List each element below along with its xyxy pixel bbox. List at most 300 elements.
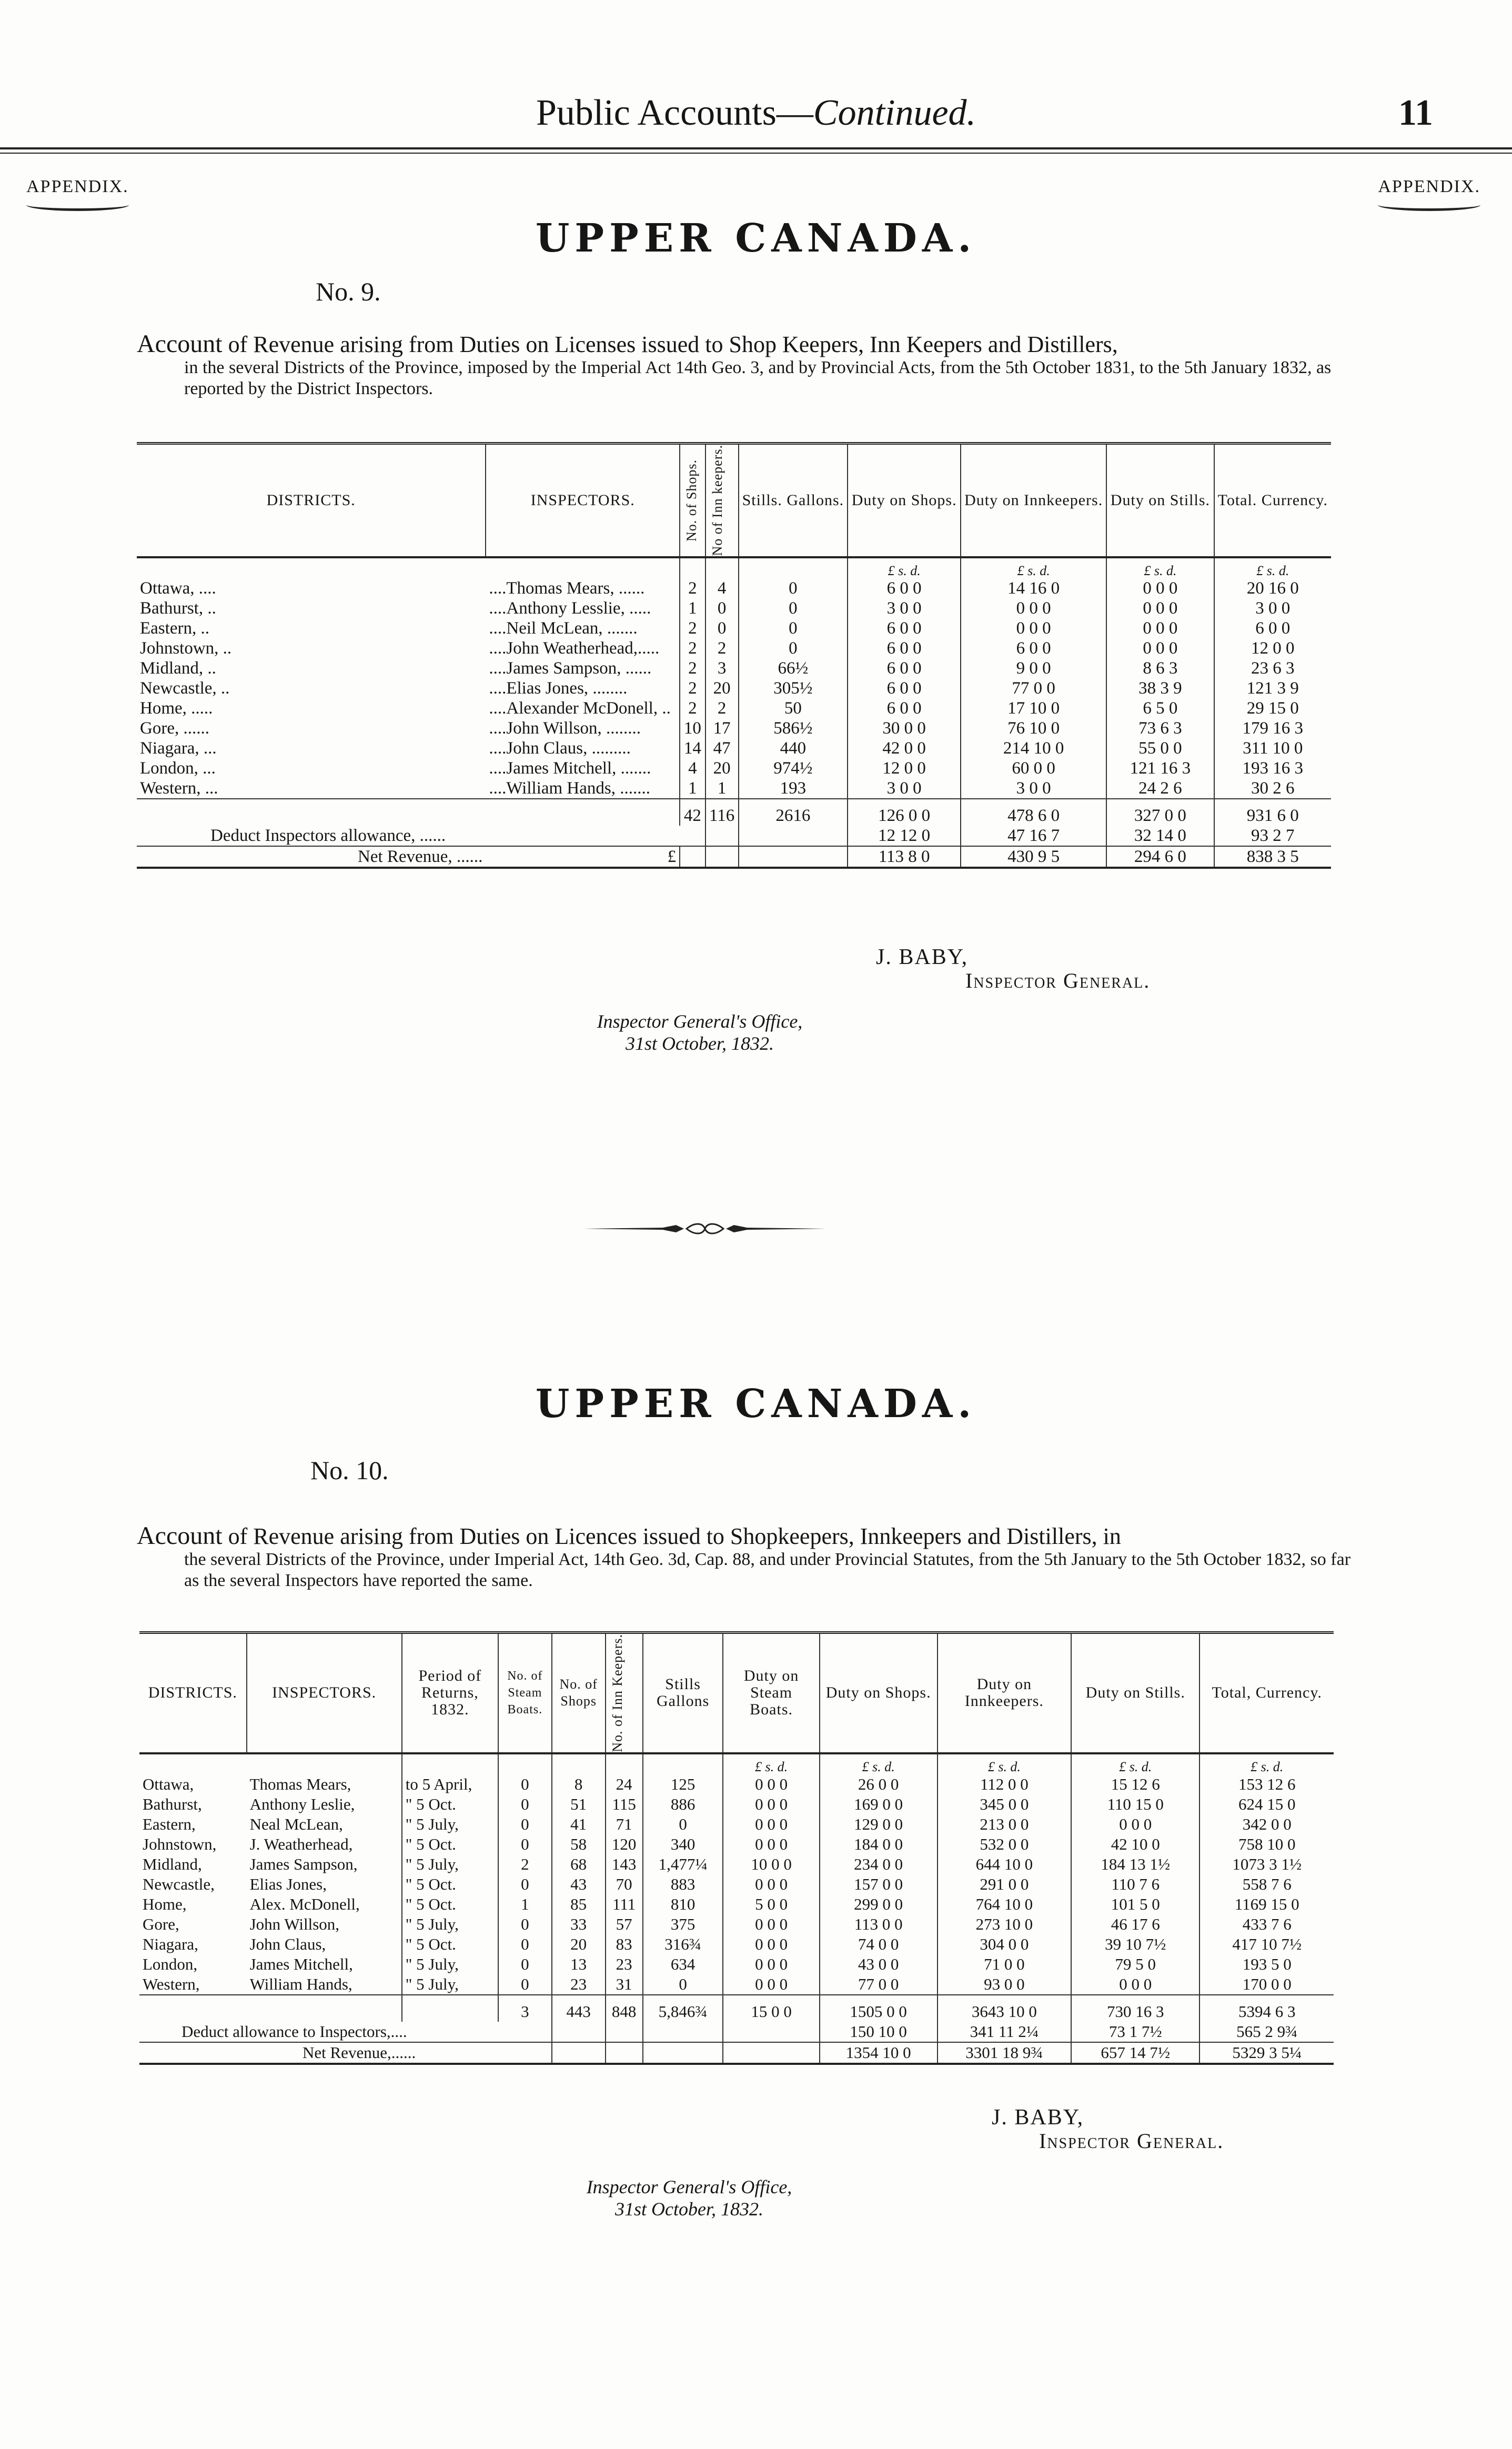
cell-inn: 47	[705, 738, 739, 758]
totals-row	[139, 1995, 1334, 2022]
cell-d_shops: 30 0 0	[848, 718, 961, 738]
col-districts: DISTRICTS.	[137, 444, 486, 557]
cell-d_stills: 184 13 1½	[1071, 1854, 1199, 1874]
table-row	[137, 718, 1331, 738]
cell-d_stills: 6 5 0	[1106, 698, 1214, 718]
header-rule	[0, 147, 1512, 149]
cell-d_stills: 24 2 6	[1106, 778, 1214, 799]
cell-d_stills: 55 0 0	[1106, 738, 1214, 758]
cell-stills: 0	[739, 638, 848, 658]
cell-stills: 340	[643, 1834, 723, 1854]
cell-inspector: ....James Mitchell, .......	[489, 758, 651, 778]
cell-d_inn: 291 0 0	[938, 1874, 1071, 1894]
cell-stills: 586½	[739, 718, 848, 738]
cell-district: Home,	[143, 1894, 187, 1913]
cell-inspector: Thomas Mears,	[249, 1774, 351, 1793]
cell-shops: 14	[680, 738, 705, 758]
table-row	[139, 1894, 1334, 1914]
col-total: Total, Currency.	[1199, 1633, 1334, 1753]
col-innkeepers: No of Inn keepers.	[705, 444, 739, 557]
total-d_shops: 1505 0 0	[820, 1995, 938, 2022]
cell-stills: 50	[739, 698, 848, 718]
table-row	[137, 778, 1331, 799]
net-d_inn: 3301 18 9¾	[938, 2042, 1071, 2064]
cell-steam: 1	[498, 1894, 552, 1914]
cell-stills: 316¾	[643, 1934, 723, 1954]
net-row	[139, 2042, 1334, 2064]
cell-steam: 2	[498, 1854, 552, 1874]
col-duty-shops: Duty on Shops.	[820, 1633, 938, 1753]
cell-d_inn: 6 0 0	[961, 638, 1106, 658]
cell-inn: 0	[705, 618, 739, 638]
col-shops: No. of Shops	[552, 1633, 606, 1753]
deduct-d_inn: 341 11 2¼	[938, 2022, 1071, 2042]
cell-shops: 1	[680, 598, 705, 618]
cell-d_stills: 0 0 0	[1106, 578, 1214, 598]
cell-inspector: ....John Willson, ........	[489, 718, 641, 738]
cell-stills: 193	[739, 778, 848, 799]
cell-inspector: John Willson,	[249, 1914, 340, 1933]
col-innkeepers: No. of Inn Keepers.	[606, 1633, 643, 1753]
cell-inn: 120	[606, 1834, 643, 1854]
cell-shops: 33	[552, 1914, 606, 1934]
col-duty-stills: Duty on Stills.	[1106, 444, 1214, 557]
cell-d_inn: 764 10 0	[938, 1894, 1071, 1914]
cell-period: " 5 July,	[402, 1914, 498, 1934]
intro-small: the several Districts of the Province, under Imperial Act, 14th Geo. 3d, Cap. 88, and under Provincial Statutes, from the 5th January to the 5th October 1832, so far as the several Inspectors have reported the same.	[184, 1550, 1351, 1590]
cell-shops: 13	[552, 1954, 606, 1974]
total-shops: 443	[552, 1995, 606, 2022]
cell-shops: 4	[680, 758, 705, 778]
cell-period: " 5 Oct.	[402, 1894, 498, 1914]
cell-district: Ottawa,	[143, 1774, 194, 1793]
cell-period: " 5 Oct.	[402, 1794, 498, 1814]
cell-d_inn: 77 0 0	[961, 678, 1106, 698]
intro-text: of Revenue arising from Duties on Licences issued to Shopkeepers, Innkeepers and Distillers, in	[222, 1523, 1121, 1549]
section-intro	[137, 332, 1357, 399]
cell-d_inn: 14 16 0	[961, 578, 1106, 598]
cell-steam: 0	[498, 1914, 552, 1934]
cell-d_inn: 345 0 0	[938, 1794, 1071, 1814]
col-steam-boats: No. of Steam Boats.	[498, 1633, 552, 1753]
col-period: Period of Returns, 1832.	[402, 1633, 498, 1753]
cell-d_steam: 0 0 0	[723, 1834, 819, 1854]
cell-d_steam: 0 0 0	[723, 1814, 819, 1834]
cell-district: Niagara,	[143, 1934, 198, 1953]
cell-d_inn: 214 10 0	[961, 738, 1106, 758]
section-intro	[137, 1523, 1363, 1591]
cell-d_shops: 184 0 0	[820, 1834, 938, 1854]
cell-stills: 0	[739, 578, 848, 598]
total-d_stills: 730 16 3	[1071, 1995, 1199, 2022]
cell-d_shops: 3 0 0	[848, 778, 961, 799]
cell-stills: 305½	[739, 678, 848, 698]
cell-total: 193 5 0	[1199, 1954, 1334, 1974]
cell-d_stills: 39 10 7½	[1071, 1934, 1199, 1954]
cell-total: 121 3 9	[1214, 678, 1331, 698]
cell-total: 342 0 0	[1199, 1814, 1334, 1834]
cell-shops: 41	[552, 1814, 606, 1834]
cell-stills: 974½	[739, 758, 848, 778]
cell-district: Bathurst,	[143, 1794, 202, 1813]
intro-lead: Account	[137, 1522, 223, 1550]
cell-district: Johnstown,	[143, 1834, 217, 1853]
col-total: Total. Currency.	[1214, 444, 1331, 557]
cell-inspector: Alex. McDonell,	[249, 1894, 360, 1913]
cell-inspector: ....John Weatherhead,.....	[489, 638, 660, 658]
cell-inn: 143	[606, 1854, 643, 1874]
cell-total: 153 12 6	[1199, 1774, 1334, 1794]
cell-steam: 0	[498, 1814, 552, 1834]
cell-d_steam: 0 0 0	[723, 1934, 819, 1954]
cell-total: 417 10 7½	[1199, 1934, 1334, 1954]
cell-district: Bathurst, ..	[140, 598, 216, 618]
cell-inn: 2	[705, 638, 739, 658]
deduct-d_stills: 73 1 7½	[1071, 2022, 1199, 2042]
cell-inspector: ....Thomas Mears, ......	[489, 578, 645, 598]
cell-stills: 125	[643, 1774, 723, 1794]
cell-stills: 1,477¼	[643, 1854, 723, 1874]
cell-inn: 31	[606, 1974, 643, 1995]
cell-d_inn: 3 0 0	[961, 778, 1106, 799]
deduct-total: 565 2 9¾	[1199, 2022, 1334, 2042]
cell-period: " 5 July,	[402, 1814, 498, 1834]
col-duty-innkeepers: Duty on Innkeepers.	[938, 1633, 1071, 1753]
cell-inspector: James Sampson,	[249, 1854, 358, 1873]
cell-d_shops: 77 0 0	[820, 1974, 938, 1995]
cell-d_stills: 0 0 0	[1106, 598, 1214, 618]
cell-d_inn: 60 0 0	[961, 758, 1106, 778]
cell-d_stills: 0 0 0	[1071, 1974, 1199, 1995]
total-steam: 3	[498, 1995, 552, 2022]
table-row	[139, 1794, 1334, 1814]
deduct-label: Deduct Inspectors allowance, ......	[210, 826, 446, 845]
cell-d_stills: 110 7 6	[1071, 1874, 1199, 1894]
office-note: Inspector General's Office, 31st October, 1832.	[586, 2176, 792, 2220]
cell-inspector: ....Neil McLean, .......	[489, 618, 638, 638]
cell-inspector: ....Alexander McDonell, ..	[489, 698, 671, 718]
cell-shops: 51	[552, 1794, 606, 1814]
cell-shops: 2	[680, 698, 705, 718]
cell-d_shops: 6 0 0	[848, 638, 961, 658]
header-rule-thin	[0, 153, 1512, 154]
cell-period: " 5 July,	[402, 1954, 498, 1974]
cell-d_stills: 8 6 3	[1106, 658, 1214, 678]
cell-d_stills: 0 0 0	[1106, 618, 1214, 638]
cell-period: " 5 Oct.	[402, 1834, 498, 1854]
section-number: No. 9.	[316, 277, 381, 306]
col-stills: Stills. Gallons.	[739, 444, 848, 557]
cell-period: " 5 Oct.	[402, 1874, 498, 1894]
cell-d_steam: 0 0 0	[723, 1794, 819, 1814]
table-row	[139, 1774, 1334, 1794]
col-duty-stills: Duty on Stills.	[1071, 1633, 1199, 1753]
cell-stills: 0	[643, 1814, 723, 1834]
appendix-left: APPENDIX.	[26, 177, 129, 211]
cell-stills: 634	[643, 1954, 723, 1974]
cell-total: 6 0 0	[1214, 618, 1331, 638]
cell-d_shops: 299 0 0	[820, 1894, 938, 1914]
cell-stills: 810	[643, 1894, 723, 1914]
cell-period: " 5 Oct.	[402, 1934, 498, 1954]
table-row	[139, 1934, 1334, 1954]
cell-d_stills: 15 12 6	[1071, 1774, 1199, 1794]
cell-inspector: J. Weatherhead,	[249, 1834, 353, 1853]
cell-district: Newcastle,	[143, 1874, 215, 1893]
cell-district: Midland, ..	[140, 658, 216, 678]
cell-d_shops: 157 0 0	[820, 1874, 938, 1894]
cell-inn: 20	[705, 758, 739, 778]
table-row	[139, 1814, 1334, 1834]
cell-steam: 0	[498, 1974, 552, 1995]
office-note: Inspector General's Office, 31st October, 1832.	[597, 1011, 803, 1054]
net-d_shops: 113 8 0	[848, 846, 961, 868]
net-currency: £	[486, 846, 680, 868]
cell-d_shops: 6 0 0	[848, 698, 961, 718]
deduct-row	[137, 826, 1331, 846]
cell-district: London,	[143, 1954, 198, 1973]
total-shops: 42	[680, 799, 705, 826]
net-label: Net Revenue,......	[139, 2042, 498, 2064]
cell-shops: 20	[552, 1934, 606, 1954]
total-total: 931 6 0	[1214, 799, 1331, 826]
cell-d_stills: 42 10 0	[1071, 1834, 1199, 1854]
cell-d_stills: 121 16 3	[1106, 758, 1214, 778]
cell-inn: 17	[705, 718, 739, 738]
cell-steam: 0	[498, 1934, 552, 1954]
net-d_stills: 657 14 7½	[1071, 2042, 1199, 2064]
cell-stills: 440	[739, 738, 848, 758]
table-row	[139, 1914, 1334, 1934]
cell-d_stills: 0 0 0	[1106, 638, 1214, 658]
total-d_shops: 126 0 0	[848, 799, 961, 826]
cell-shops: 23	[552, 1974, 606, 1995]
cell-d_inn: 9 0 0	[961, 658, 1106, 678]
cell-period: to 5 April,	[402, 1774, 498, 1794]
cell-shops: 43	[552, 1874, 606, 1894]
total-total: 5394 6 3	[1199, 1995, 1334, 2022]
section-heading: UPPER CANADA.	[535, 1381, 977, 1427]
net-total: 838 3 5	[1214, 846, 1331, 868]
deduct-row	[139, 2022, 1334, 2042]
deduct-d_shops: 150 10 0	[820, 2022, 938, 2042]
cell-total: 624 15 0	[1199, 1794, 1334, 1814]
cell-inn: 3	[705, 658, 739, 678]
cell-d_shops: 169 0 0	[820, 1794, 938, 1814]
cell-d_inn: 93 0 0	[938, 1974, 1071, 1995]
cell-total: 179 16 3	[1214, 718, 1331, 738]
cell-district: Western, ...	[140, 778, 218, 798]
cell-d_steam: 0 0 0	[723, 1874, 819, 1894]
cell-d_steam: 0 0 0	[723, 1914, 819, 1934]
cell-stills: 883	[643, 1874, 723, 1894]
cell-d_stills: 0 0 0	[1071, 1814, 1199, 1834]
cell-district: Eastern, ..	[140, 618, 209, 638]
cell-steam: 0	[498, 1954, 552, 1974]
cell-d_steam: 5 0 0	[723, 1894, 819, 1914]
appendix-right: APPENDIX.	[1378, 177, 1480, 211]
cell-d_shops: 129 0 0	[820, 1814, 938, 1834]
cell-d_shops: 113 0 0	[820, 1914, 938, 1934]
col-inspectors: INSPECTORS.	[247, 1633, 402, 1753]
cell-inspector: John Claus,	[249, 1934, 326, 1953]
cell-d_steam: 10 0 0	[723, 1854, 819, 1874]
table-row	[137, 698, 1331, 718]
col-stills: Stills Gallons	[643, 1633, 723, 1753]
col-districts: DISTRICTS.	[139, 1633, 247, 1753]
net-label: Net Revenue, ......	[137, 846, 486, 868]
cell-steam: 0	[498, 1834, 552, 1854]
net-d_inn: 430 9 5	[961, 846, 1106, 868]
cell-d_shops: 26 0 0	[820, 1774, 938, 1794]
cell-shops: 85	[552, 1894, 606, 1914]
cell-inspector: ....James Sampson, ......	[489, 658, 652, 678]
total-stills: 2616	[739, 799, 848, 826]
deduct-total: 93 2 7	[1214, 826, 1331, 846]
table-row	[139, 1854, 1334, 1874]
cell-total: 311 10 0	[1214, 738, 1331, 758]
signature-name: J. BABY,	[876, 945, 969, 969]
intro-text: of Revenue arising from Duties on Licenses issued to Shop Keepers, Inn Keepers and Distillers,	[222, 332, 1118, 357]
cell-inspector: Anthony Leslie,	[249, 1794, 355, 1813]
cell-d_steam: 0 0 0	[723, 1974, 819, 1995]
cell-total: 1073 3 1½	[1199, 1854, 1334, 1874]
net-row	[137, 846, 1331, 868]
cell-d_inn: 213 0 0	[938, 1814, 1071, 1834]
cell-d_stills: 73 6 3	[1106, 718, 1214, 738]
cell-d_shops: 6 0 0	[848, 658, 961, 678]
cell-shops: 68	[552, 1854, 606, 1874]
cell-d_inn: 112 0 0	[938, 1774, 1071, 1794]
totals-row	[137, 799, 1331, 826]
cell-inspector: ....William Hands, .......	[489, 778, 650, 798]
cell-inn: 2	[705, 698, 739, 718]
cell-d_inn: 532 0 0	[938, 1834, 1071, 1854]
table-row	[137, 678, 1331, 698]
cell-district: Gore, ......	[140, 718, 209, 738]
cell-period: " 5 July,	[402, 1854, 498, 1874]
cell-inn: 1	[705, 778, 739, 799]
total-d_inn: 3643 10 0	[938, 1995, 1071, 2022]
cell-d_shops: 234 0 0	[820, 1854, 938, 1874]
cell-d_inn: 304 0 0	[938, 1934, 1071, 1954]
cell-steam: 0	[498, 1774, 552, 1794]
table-row	[137, 658, 1331, 678]
cell-d_shops: 6 0 0	[848, 678, 961, 698]
cell-d_shops: 43 0 0	[820, 1954, 938, 1974]
cell-shops: 1	[680, 778, 705, 799]
cell-district: Eastern,	[143, 1814, 196, 1833]
account-table-no10	[139, 1631, 1334, 2065]
cell-total: 29 15 0	[1214, 698, 1331, 718]
running-head	[0, 92, 1512, 134]
cell-district: Johnstown, ..	[140, 638, 232, 658]
cell-inn: 115	[606, 1794, 643, 1814]
section-heading: UPPER CANADA.	[535, 216, 977, 261]
cell-total: 20 16 0	[1214, 578, 1331, 598]
cell-d_inn: 0 0 0	[961, 618, 1106, 638]
account-table-no9	[137, 442, 1331, 869]
cell-d_steam: 0 0 0	[723, 1954, 819, 1974]
table-row	[139, 1874, 1334, 1894]
cell-d_steam: 0 0 0	[723, 1774, 819, 1794]
cell-total: 1169 15 0	[1199, 1894, 1334, 1914]
cell-total: 23 6 3	[1214, 658, 1331, 678]
cell-inspector: Elias Jones,	[249, 1874, 327, 1893]
cell-stills: 886	[643, 1794, 723, 1814]
cell-shops: 2	[680, 678, 705, 698]
net-d_stills: 294 6 0	[1106, 846, 1214, 868]
signature-title: Inspector General.	[965, 969, 1151, 992]
cell-district: London, ...	[140, 758, 216, 778]
cell-d_stills: 79 5 0	[1071, 1954, 1199, 1974]
money-units-row: £ s. d. £ s. d. £ s. d. £ s. d.	[137, 557, 1331, 578]
cell-inspector: William Hands,	[249, 1974, 352, 1993]
cell-stills: 0	[739, 598, 848, 618]
deduct-label: Deduct allowance to Inspectors,....	[182, 2022, 407, 2041]
cell-total: 193 16 3	[1214, 758, 1331, 778]
cell-d_inn: 76 10 0	[961, 718, 1106, 738]
cell-district: Niagara, ...	[140, 738, 217, 758]
cell-inn: 57	[606, 1914, 643, 1934]
cell-d_inn: 273 10 0	[938, 1914, 1071, 1934]
intro-lead: Account	[137, 330, 223, 358]
cell-inn: 23	[606, 1954, 643, 1974]
deduct-d_inn: 47 16 7	[961, 826, 1106, 846]
net-total: 5329 3 5¼	[1199, 2042, 1334, 2064]
cell-total: 30 2 6	[1214, 778, 1331, 799]
cell-total: 558 7 6	[1199, 1874, 1334, 1894]
page-number: 11	[1398, 93, 1433, 133]
cell-d_stills: 38 3 9	[1106, 678, 1214, 698]
cell-district: Newcastle, ..	[140, 678, 230, 698]
cell-total: 433 7 6	[1199, 1914, 1334, 1934]
cell-d_shops: 12 0 0	[848, 758, 961, 778]
table-row	[139, 1834, 1334, 1854]
cell-inspector: Neal McLean,	[249, 1814, 343, 1833]
col-duty-steam: Duty on Steam Boats.	[723, 1633, 819, 1753]
cell-total: 12 0 0	[1214, 638, 1331, 658]
deduct-d_shops: 12 12 0	[848, 826, 961, 846]
cell-inspector: ....John Claus, .........	[489, 738, 631, 758]
cell-district: Western,	[143, 1974, 200, 1993]
deduct-d_stills: 32 14 0	[1106, 826, 1214, 846]
cell-d_shops: 6 0 0	[848, 618, 961, 638]
cell-steam: 0	[498, 1874, 552, 1894]
table-row	[137, 738, 1331, 758]
cell-district: Midland,	[143, 1854, 202, 1873]
cell-district: Gore,	[143, 1914, 179, 1933]
money-units-row: £ s. d. £ s. d. £ s. d. £ s. d. £ s. d.	[139, 1753, 1334, 1774]
cell-shops: 58	[552, 1834, 606, 1854]
signature-title: Inspector General.	[1039, 2129, 1224, 2153]
cell-inn: 83	[606, 1934, 643, 1954]
running-head-title: Public Accounts—	[536, 93, 813, 133]
cell-period: " 5 July,	[402, 1974, 498, 1995]
cell-inn: 111	[606, 1894, 643, 1914]
cell-d_stills: 46 17 6	[1071, 1914, 1199, 1934]
cell-shops: 2	[680, 658, 705, 678]
cell-district: Ottawa, ....	[140, 578, 216, 598]
cell-stills: 0	[643, 1974, 723, 1995]
total-d_steam: 15 0 0	[723, 1995, 819, 2022]
intro-small: in the several Districts of the Province, imposed by the Imperial Act 14th Geo. 3, and by Provincial Acts, from the 5th October 1831, to the 5th January 1832, as reported by the District Inspectors.	[184, 358, 1332, 398]
cell-steam: 0	[498, 1794, 552, 1814]
col-duty-shops: Duty on Shops.	[848, 444, 961, 557]
table-row	[137, 618, 1331, 638]
cell-d_inn: 0 0 0	[961, 598, 1106, 618]
cell-inn: 24	[606, 1774, 643, 1794]
